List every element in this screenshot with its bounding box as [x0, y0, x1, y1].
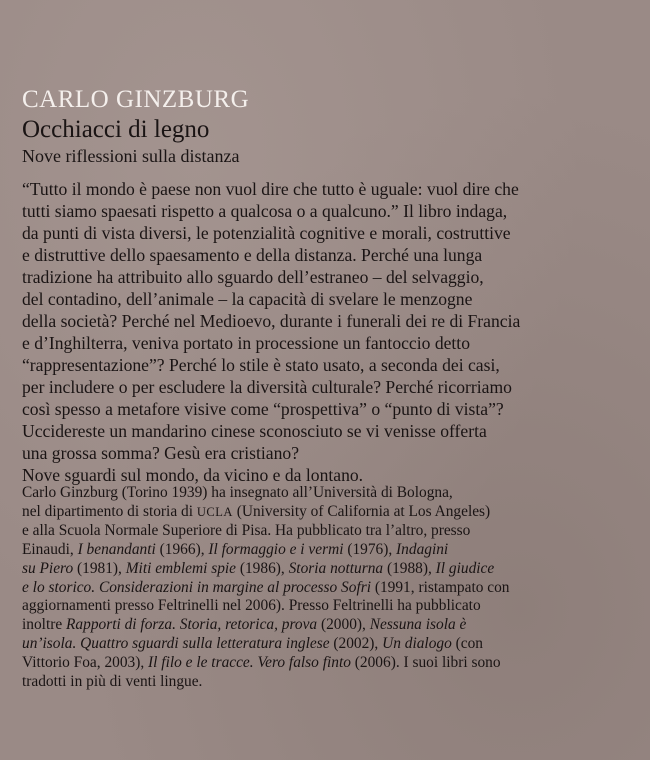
- book-title: Occhiacci di legno: [22, 116, 210, 143]
- bio-text: Einaudi,: [22, 540, 78, 558]
- bio-text: (con: [451, 635, 483, 653]
- bio-text: tradotti in più di venti lingue.: [22, 673, 203, 691]
- bio-acronym: UCLA: [196, 504, 233, 519]
- bio-book-title: Il giudice: [435, 559, 495, 577]
- blurb-line: per includere o per escludere la diversità culturale? Perché ricorriamo: [22, 377, 512, 397]
- bio-book-title: Il formaggio e i vermi: [208, 540, 344, 558]
- bio-text: (1981),: [73, 559, 126, 577]
- blurb-line: Nove sguardi sul mondo, da vicino e da lontano.: [22, 465, 364, 485]
- bio-line: [22, 503, 642, 522]
- bio-line: [22, 616, 642, 635]
- blurb-line: tradizione ha attribuito allo sguardo dell’estraneo – del selvaggio,: [22, 267, 484, 287]
- bio-text: (1986),: [236, 559, 289, 577]
- bio-line: [22, 597, 642, 616]
- bio-text: (1976),: [343, 540, 397, 558]
- bio-text: nel dipartimento di storia di: [22, 502, 197, 520]
- bio-line: [22, 673, 642, 692]
- author-bio: [22, 484, 642, 692]
- bio-book-title: Miti emblemi spie: [125, 559, 237, 577]
- bio-text: Carlo Ginzburg (Torino 1939) ha insegnato all’Università di Bologna,: [22, 484, 453, 501]
- blurb-line: “rappresentazione”? Perché lo stile è stato usato, a seconda dei casi,: [22, 355, 500, 375]
- bio-text: (1991, ristampato con: [371, 578, 510, 596]
- bio-text: inoltre: [22, 616, 67, 634]
- bio-line: [22, 579, 642, 598]
- blurb-line: così spesso a metafore visive come “prospettiva” o “punto di vista”?: [22, 399, 504, 419]
- bio-line: [22, 654, 642, 673]
- bio-book-title: Il filo e le tracce. Vero falso finto: [148, 654, 351, 672]
- bio-text: (University of California at Los Angeles): [232, 502, 491, 520]
- author-name: CARLO GINZBURG: [22, 86, 250, 113]
- bio-book-title: Indagini: [396, 540, 449, 558]
- blurb-line: tutti siamo spaesati rispetto a qualcosa o a qualcuno.” Il libro indaga,: [22, 201, 508, 221]
- book-subtitle: Nove riflessioni sulla distanza: [22, 146, 240, 166]
- bio-book-title: Un dialogo: [382, 635, 452, 653]
- bio-book-title: Storia notturna: [288, 559, 384, 577]
- bio-text: (1988),: [383, 559, 436, 577]
- bio-book-title: un’isola. Quattro sguardi sulla letteratura inglese: [22, 635, 330, 653]
- bio-text: Vittorio Foa, 2003),: [22, 654, 149, 672]
- bio-line: [22, 560, 642, 579]
- blurb-line: Uccidereste un mandarino cinese sconosciuto se vi venisse offerta: [22, 421, 487, 441]
- bio-line: [22, 484, 642, 503]
- bio-line: [22, 541, 642, 560]
- bio-book-title: Rapporti di forza. Storia, retorica, prova: [66, 616, 318, 634]
- blurb-line: e d’Inghilterra, veniva portato in processione un fantoccio detto: [22, 333, 470, 353]
- blurb-line: del contadino, dell’animale – la capacità di svelare le menzogne: [22, 289, 473, 309]
- bio-book-title: e lo storico. Considerazioni in margine al processo Sofri: [22, 578, 371, 596]
- bio-book-title: I benandanti: [77, 540, 156, 558]
- blurb-line: da punti di vista diversi, le potenzialità cognitive e morali, costruttive: [22, 223, 511, 243]
- bio-text: aggiornamenti presso Feltrinelli nel 2006). Presso Feltrinelli ha pubblicato: [22, 597, 481, 615]
- blurb-line: e distruttive dello spaesamento e della distanza. Perché una lunga: [22, 245, 483, 265]
- bio-book-title: su Piero: [22, 559, 74, 577]
- blurb-line: una grossa somma? Gesù era cristiano?: [22, 443, 300, 463]
- bio-text: (1966),: [155, 540, 209, 558]
- bio-text: (2006). I suoi libri sono: [350, 654, 501, 672]
- blurb-line: “Tutto il mondo è paese non vuol dire che tutto è uguale: vuol dire che: [22, 179, 519, 199]
- bio-text: e alla Scuola Normale Superiore di Pisa. Ha pubblicato tra l’altro, presso: [22, 521, 471, 539]
- blurb-line: della società? Perché nel Medioevo, durante i funerali dei re di Francia: [22, 311, 521, 331]
- bio-line: [22, 522, 642, 541]
- blurb-paragraph: [22, 178, 642, 486]
- bio-book-title: Nessuna isola è: [369, 616, 467, 634]
- bio-text: (2002),: [329, 635, 383, 653]
- bio-text: (2000),: [317, 616, 370, 634]
- bio-line: [22, 635, 642, 654]
